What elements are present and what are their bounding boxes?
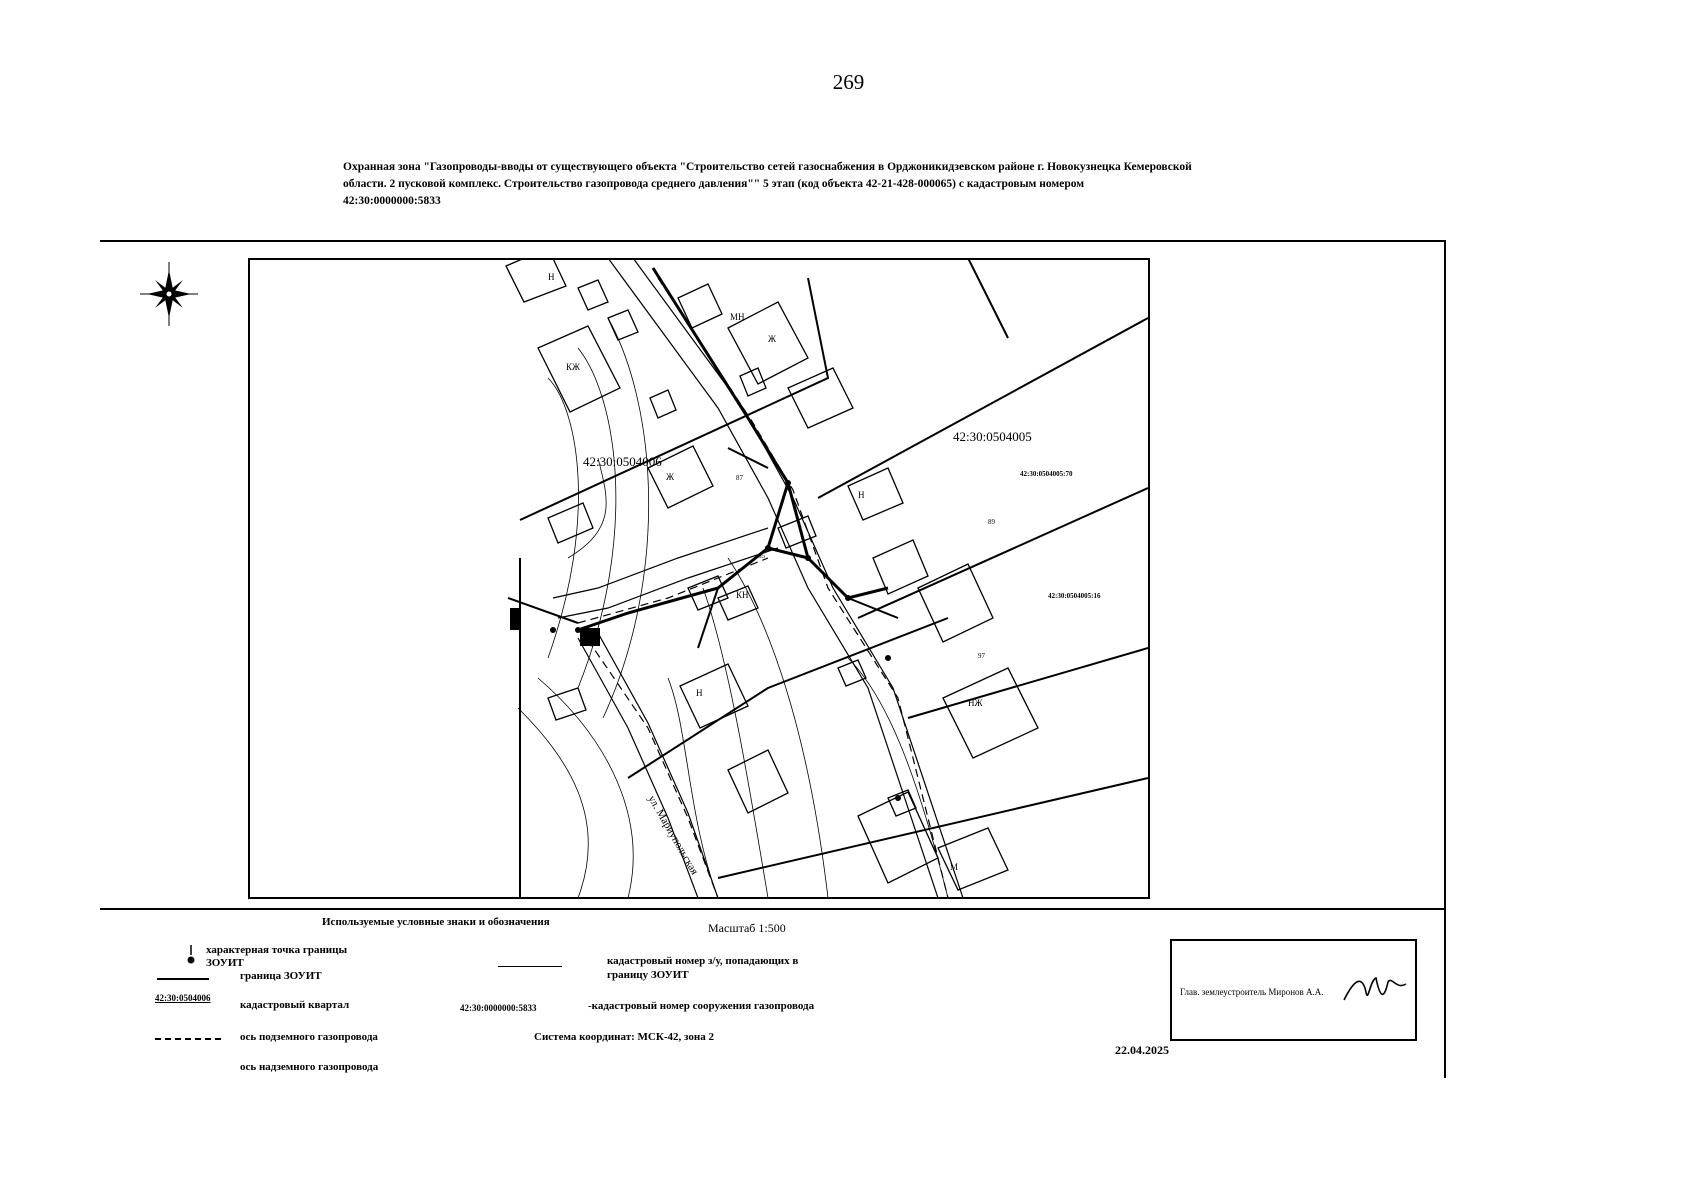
- document-date: 22.04.2025: [1115, 1043, 1169, 1057]
- page-number: 269: [832, 70, 865, 94]
- building-label: Н: [548, 272, 555, 282]
- building-label: МН: [730, 312, 745, 322]
- building-label: Н: [696, 688, 703, 698]
- point-mark: 89: [988, 518, 995, 526]
- point-mark: 65: [758, 552, 765, 560]
- characteristic-point-icon: [186, 945, 196, 967]
- scale-label: Масштаб 1:500: [708, 921, 786, 935]
- legend-boundary-label: граница ЗОУИТ: [240, 970, 322, 982]
- signature-icon: [1340, 970, 1410, 1010]
- north-arrow-icon: [138, 260, 200, 328]
- quarter-label-east: 42:30:0504005: [953, 429, 1032, 444]
- frame-bottom-line: [100, 908, 1445, 910]
- frame-top-line: [100, 240, 1445, 242]
- legend-quarter-label: кадастровый квартал: [240, 999, 350, 1011]
- title-line-1: Охранная зона "Газопроводы-вводы от существующего объекта "Строительство сетей газоснабжения в Орджоникидзевском районе г. Новокузнецка Кемеровской: [343, 161, 1192, 173]
- underground-pipe-line-icon: [155, 1038, 221, 1040]
- building-label: НЖ: [968, 698, 983, 708]
- parcel-label-70: 42:30:0504005:70: [1020, 470, 1073, 478]
- legend-underground-label: ось подземного газопровода: [240, 1031, 378, 1043]
- legend-heading: Используемые условные знаки и обозначения: [322, 916, 550, 928]
- frame-right-line: [1444, 240, 1446, 1078]
- building-label: Ж: [768, 334, 777, 344]
- quarter-label-west: 42:30:0504006: [583, 454, 662, 469]
- legend-structure-sample: 42:30:0000000:5833: [460, 1003, 537, 1013]
- legend-point-label-1: характерная точка границы: [206, 944, 348, 956]
- street-label: ул. Мариупольская: [645, 793, 701, 877]
- parcel-label-16: 42:30:0504005:16: [1048, 592, 1101, 600]
- building-label: Н: [858, 490, 865, 500]
- legend-overground-label: ось надземного газопровода: [240, 1061, 379, 1073]
- legend-structure-label: -кадастровый номер сооружения газопровода: [588, 1000, 815, 1012]
- title-line-3: 42:30:0000000:5833: [343, 195, 441, 207]
- legend-parcel-label-1: кадастровый номер з/у, попадающих в: [607, 955, 799, 967]
- building-label: КН: [736, 590, 749, 600]
- building-label: Ж: [666, 472, 675, 482]
- building-label: М: [950, 862, 959, 872]
- legend-parcel-label-2: границу ЗОУИТ: [607, 969, 689, 981]
- coordinate-system-label: Система координат: МСК-42, зона 2: [534, 1031, 714, 1043]
- parcel-sample-line-icon: [498, 966, 562, 967]
- building-label: КЖ: [566, 362, 581, 372]
- title-line-2: области. 2 пусковой комплекс. Строительство газопровода среднего давления"" 5 этап (код объекта 42-21-428-000065) с кадастровым номером: [343, 178, 1085, 190]
- legend-point-label-2: ЗОУИТ: [206, 957, 244, 969]
- legend-quarter-sample: 42:30:0504006: [155, 993, 211, 1003]
- point-mark: 87: [736, 474, 743, 482]
- cadastral-map[interactable]: [248, 258, 1150, 899]
- document-title: [343, 159, 1323, 210]
- boundary-line-icon: [157, 978, 209, 980]
- point-mark: 97: [978, 652, 985, 660]
- stamp-text: Глав. землеустроитель Миронов А.А.: [1180, 987, 1324, 997]
